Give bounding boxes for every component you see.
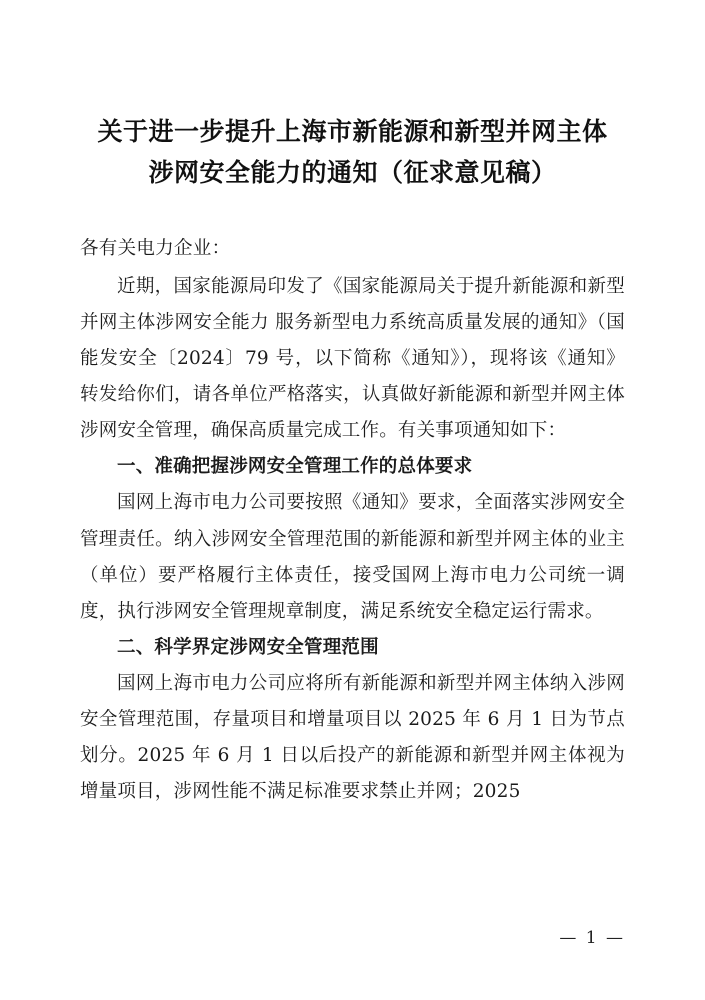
- page-title: [80, 112, 625, 193]
- paragraph-section-two: 国网上海市电力公司应将所有新能源和新型并网主体纳入涉网安全管理范围，存量项目和增量项目以 2025 年 6 月 1 日为节点划分。2025 年 6 月 1 日以后投产的新能源和新型并网主体视为增量项目，涉网性能不满足标准要求禁止并网；2025: [80, 672, 625, 802]
- section-heading-two: 二、科学界定涉网安全管理范围: [117, 636, 379, 658]
- page-number: — 1 —: [559, 928, 625, 948]
- paragraph-section-one: 国网上海市电力公司要按照《通知》要求，全面落实涉网安全管理责任。纳入涉网安全管理范围的新能源和新型并网主体的业主（单位）要严格履行主体责任，接受国网上海市电力公司统一调度，执行涉网安全管理规章制度，满足系统安全稳定运行需求。: [80, 492, 625, 622]
- salutation: 各有关电力企业：: [80, 238, 231, 259]
- section-heading-one: 一、准确把握涉网安全管理工作的总体要求: [117, 456, 473, 478]
- page-title-line-1: 关于进一步提升上海市新能源和新型并网主体: [97, 117, 608, 146]
- page-title-line-2: 涉网安全能力的通知（征求意见稿）: [148, 157, 557, 187]
- paragraph-intro: 近期，国家能源局印发了《国家能源局关于提升新能源和新型并网主体涉网安全能力 服务新型电力系统高质量发展的通知》（国能发安全〔2024〕79 号，以下简称《通知》），现将该《通知》转发给你们，请各单位严格落实，认真做好新能源和新型并网主体涉网安全管理，确保高质量完成工作。有关事项通知如下：: [80, 276, 625, 442]
